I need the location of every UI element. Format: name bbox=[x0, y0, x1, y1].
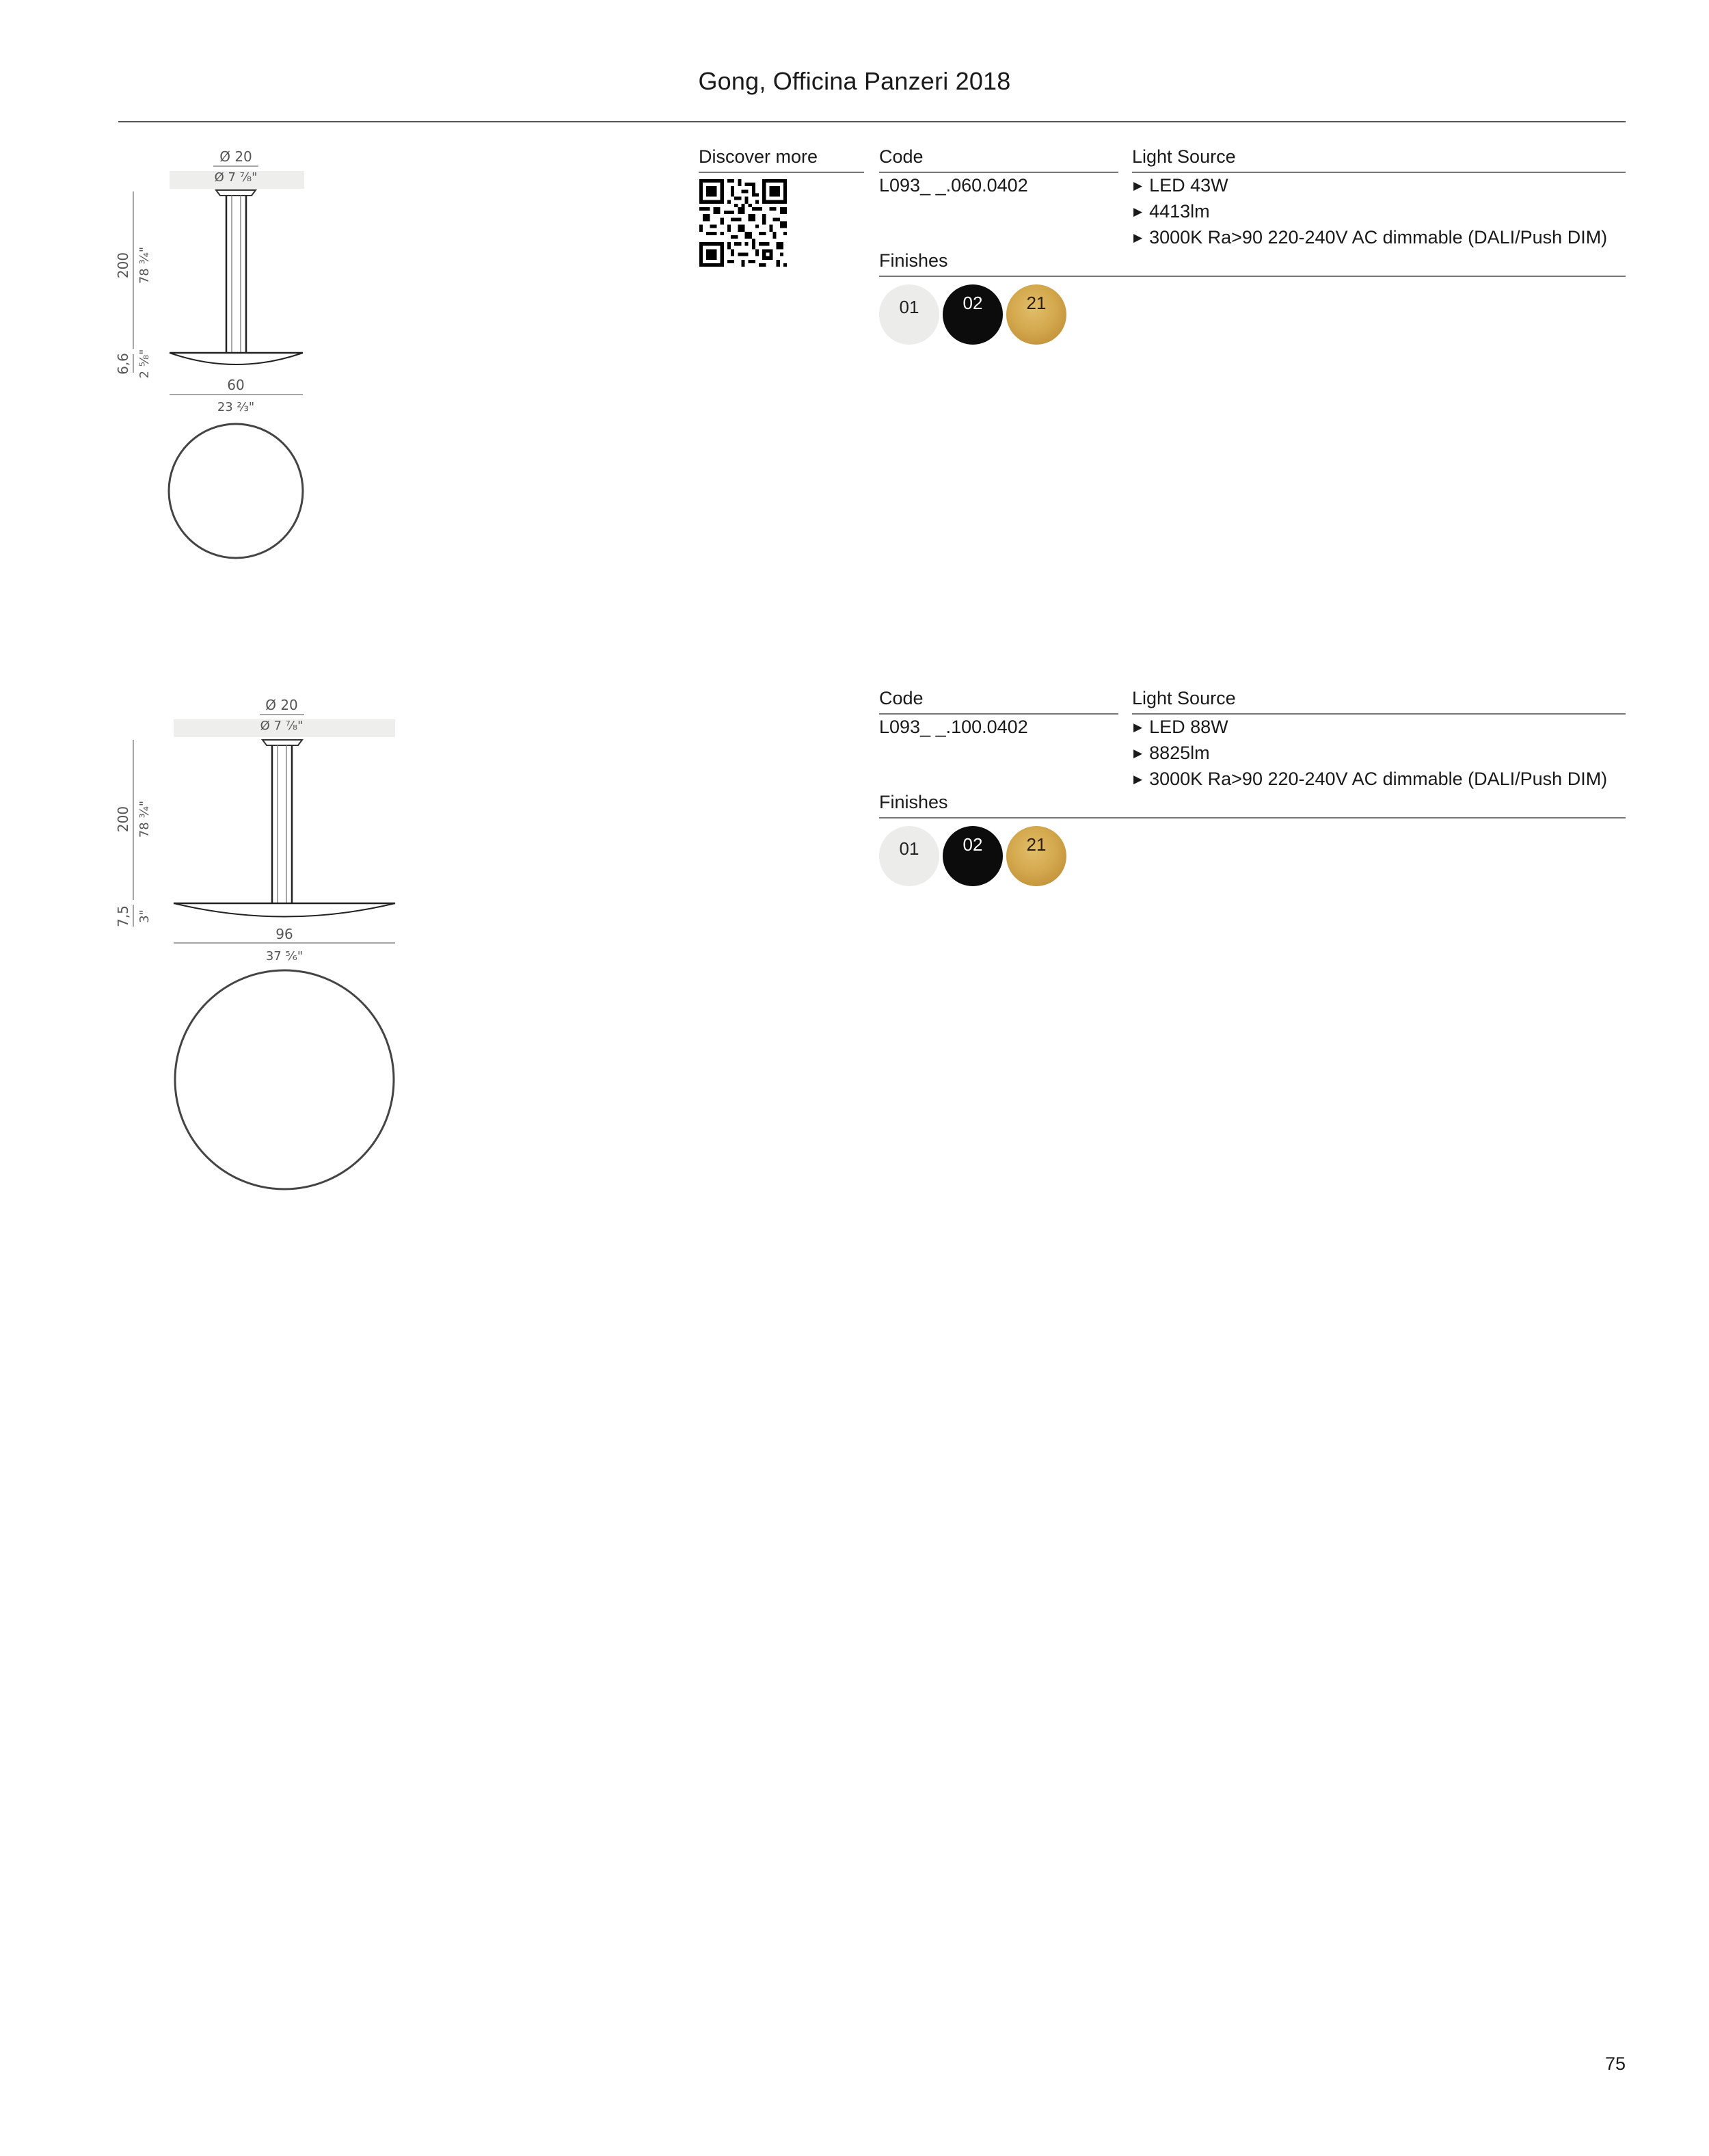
light-source-rule bbox=[1132, 713, 1626, 715]
code-rule bbox=[879, 172, 1118, 173]
finish-swatch-21[interactable]: 21 bbox=[1006, 826, 1066, 886]
width-cm-label: 60 bbox=[227, 377, 245, 393]
canopy-cm-label: Ø 20 bbox=[219, 148, 252, 165]
discover-rule bbox=[699, 172, 864, 173]
top-view-circle bbox=[169, 424, 303, 558]
finishes-rule bbox=[879, 276, 1626, 277]
light-source-item: ▶ LED 88W bbox=[1133, 717, 1228, 737]
finish-swatch-02[interactable]: 02 bbox=[943, 284, 1003, 345]
canopy-in-label: Ø 7 ⁷⁄₈" bbox=[214, 170, 258, 185]
width-in-label: 37 ⁵⁄₆" bbox=[265, 949, 304, 963]
discover-more-label: Discover more bbox=[699, 146, 818, 167]
qr-code[interactable] bbox=[699, 179, 787, 267]
canopy-cm-label: Ø 20 bbox=[265, 697, 298, 713]
light-source-header: Light Source bbox=[1132, 146, 1236, 167]
light-source-item: ▶ 4413lm bbox=[1133, 201, 1210, 222]
technical-drawing-2 bbox=[109, 691, 410, 1197]
light-source-rule bbox=[1132, 172, 1626, 173]
light-source-item: ▶ 3000K Ra>90 220-240V AC dimmable (DALI/Push DIM) bbox=[1133, 769, 1608, 789]
finish-swatch-02[interactable]: 02 bbox=[943, 826, 1003, 886]
page-number: 75 bbox=[1604, 2053, 1626, 2074]
code-header: Code bbox=[879, 688, 924, 708]
light-source-item: ▶ LED 43W bbox=[1133, 175, 1228, 196]
canopy-in-label: Ø 7 ⁷⁄₈" bbox=[260, 719, 304, 733]
code-rule bbox=[879, 713, 1118, 715]
width-cm-label: 96 bbox=[275, 926, 293, 942]
bullet-triangle-icon: ▶ bbox=[1133, 205, 1143, 218]
height-cm-label: 200 bbox=[115, 252, 131, 279]
bullet-triangle-icon: ▶ bbox=[1133, 231, 1143, 244]
height-in-label: 78 ¾" bbox=[137, 800, 152, 838]
finish-swatch-01[interactable]: 01 bbox=[879, 826, 939, 886]
finishes-header: Finishes bbox=[879, 250, 948, 271]
bullet-triangle-icon: ▶ bbox=[1133, 747, 1143, 760]
finish-swatch-01[interactable]: 01 bbox=[879, 284, 939, 345]
product-code: L093_ _.060.0402 bbox=[879, 175, 1028, 196]
shade-height-cm-label: 6,6 bbox=[115, 353, 131, 375]
top-view-circle bbox=[175, 970, 394, 1189]
bullet-triangle-icon: ▶ bbox=[1133, 773, 1143, 786]
finishes-rule bbox=[879, 817, 1626, 819]
shade-height-in-label: 2 ⅝" bbox=[137, 349, 152, 379]
height-cm-label: 200 bbox=[115, 806, 131, 833]
width-in-label: 23 ⅔" bbox=[217, 400, 255, 414]
header-divider bbox=[118, 121, 1626, 122]
code-header: Code bbox=[879, 146, 924, 167]
page-title: Gong, Officina Panzeri 2018 bbox=[698, 67, 1011, 95]
shade-height-cm-label: 7,5 bbox=[115, 905, 131, 927]
bullet-triangle-icon: ▶ bbox=[1133, 179, 1143, 192]
light-source-item: ▶ 8825lm bbox=[1133, 743, 1210, 763]
product-code: L093_ _.100.0402 bbox=[879, 717, 1028, 737]
finish-swatch-21[interactable]: 21 bbox=[1006, 284, 1066, 345]
light-source-list bbox=[1133, 174, 1607, 252]
technical-drawing-1 bbox=[109, 144, 328, 568]
light-source-list bbox=[1133, 715, 1607, 793]
light-source-item: ▶ 3000K Ra>90 220-240V AC dimmable (DALI/Push DIM) bbox=[1133, 227, 1608, 248]
finishes-header: Finishes bbox=[879, 792, 948, 812]
shade-height-in-label: 3" bbox=[137, 909, 152, 923]
light-source-header: Light Source bbox=[1132, 688, 1236, 708]
bullet-triangle-icon: ▶ bbox=[1133, 721, 1143, 734]
height-in-label: 78 ¾" bbox=[137, 246, 152, 284]
